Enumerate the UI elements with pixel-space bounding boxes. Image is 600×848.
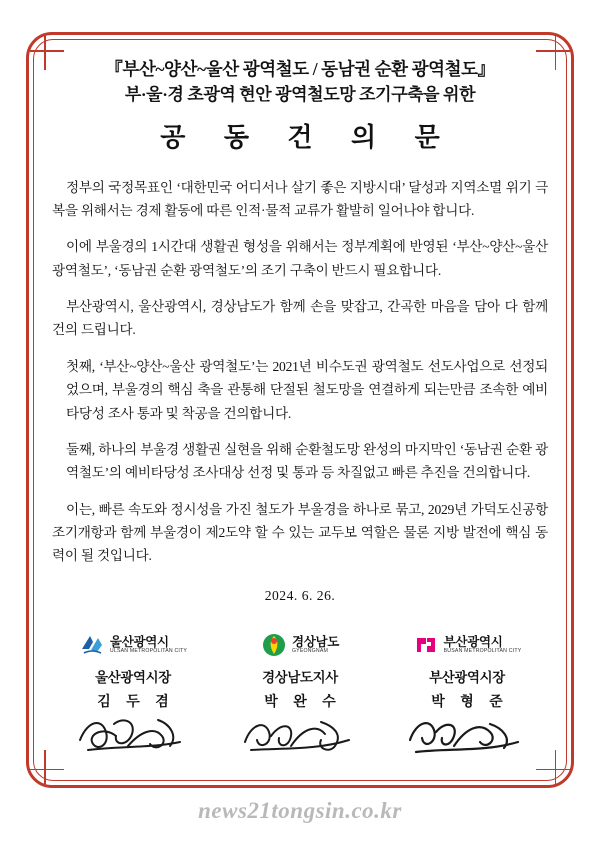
- paragraph-3: 부산광역시, 울산광역시, 경상남도가 함께 손을 맞잡고, 간곡한 마음을 담아 다 함께 건의 드립니다.: [52, 299, 548, 338]
- document-title-main: 공 동 건 의 문: [160, 122, 456, 152]
- document-content: [52, 54, 548, 766]
- document-body: [52, 176, 548, 568]
- emblem-gyeongnam-name-ko: 경상남도: [291, 634, 340, 649]
- paragraph-1: 정부의 국정목표인 ‘대한민국 어디서나 살기 좋은 지방시대’ 달성과 지역소멸 위기 극복을 위해서는 경제 활동에 따른 인적·물적 교류가 활발히 일어나야 합니다.: [52, 179, 548, 218]
- paragraph-item-first: 첫째, ‘부산~양산~울산 광역철도’는 2021년 비수도권 광역철도 선도사업으로 선정되었으며, 부울경의 핵심 축을 관통해 단절된 철도망을 연결하게 되는만큼 조속한 예비타당성 조사 통과 및 착공을 건의합니다.: [66, 358, 548, 421]
- signatory-name-gyeongnam: 박 완 수: [264, 694, 342, 710]
- emblem-busan-text: [444, 636, 522, 655]
- watermark-source: news21tongsin.co.kr: [198, 798, 402, 823]
- emblem-ulsan-name-ko: 울산광역시: [109, 634, 169, 649]
- emblem-ulsan-name-en: ULSAN METROPOLITAN CITY: [109, 647, 188, 654]
- handwritten-signature-ulsan: [58, 706, 208, 758]
- document-title-line-2: 부·울·경 초광역 현안 광역철도망 조기구축을 위한: [124, 84, 476, 104]
- emblem-ulsan-text: [110, 636, 187, 655]
- signatory-name-ulsan: 김 두 겸: [97, 694, 175, 710]
- emblem-gyeongnam: [225, 630, 375, 660]
- signatory-title-ulsan: 울산광역시장: [95, 669, 171, 685]
- paragraph-closing: 이는, 빠른 속도와 정시성을 가진 철도가 부울경을 하나로 묶고, 2029년 가덕도신공항 조기개항과 함께 부울경이 제2도약 할 수 있는 교두보 역할은 물론 지방 발전에 핵심 동력이 될 것입니다.: [52, 501, 548, 564]
- paragraph-2: 이에 부울경의 1시간대 생활권 형성을 위해서는 정부계획에 반영된 ‘부산~양산~울산 광역철도’, ‘동남권 순환 광역철도’의 조기 구축이 반드시 필요합니다.: [52, 239, 548, 278]
- emblem-gyeongnam-name-en: GYEONGNAM: [291, 647, 329, 654]
- handwritten-signature-busan: [392, 706, 542, 758]
- signature-row: [52, 630, 548, 711]
- gyeongnam-logo-icon: [261, 632, 287, 658]
- ulsan-logo-icon: [79, 632, 105, 658]
- document-title-line-1: 『부산~양산~울산 광역철도 / 동남권 순환 광역철도』: [105, 59, 495, 79]
- signature-block-busan: [392, 630, 542, 711]
- emblem-gyeongnam-text: [292, 636, 339, 655]
- emblem-busan: [392, 630, 542, 660]
- document-date: 2024. 6. 26.: [264, 587, 336, 603]
- busan-logo-icon: [413, 632, 439, 658]
- paragraph-item-second: 둘째, 하나의 부울경 생활권 실현을 위해 순환철도망 완성의 마지막인 ‘동남권 순환 광역철도’의 예비타당성 조사대상 선정 및 통과 등 차질없고 빠른 추진을 건의합니다.: [66, 441, 548, 481]
- signatory-title-gyeongnam: 경상남도지사: [262, 669, 338, 685]
- signatory-name-busan: 박 형 준: [431, 694, 509, 710]
- signature-block-ulsan: [58, 630, 208, 711]
- signature-block-gyeongnam: [225, 630, 375, 711]
- emblem-busan-name-ko: 부산광역시: [443, 634, 503, 649]
- emblem-ulsan: [58, 630, 208, 660]
- signatory-title-busan: 부산광역시장: [429, 669, 505, 685]
- handwritten-signature-gyeongnam: [225, 706, 375, 758]
- emblem-busan-name-en: BUSAN METROPOLITAN CITY: [443, 647, 522, 654]
